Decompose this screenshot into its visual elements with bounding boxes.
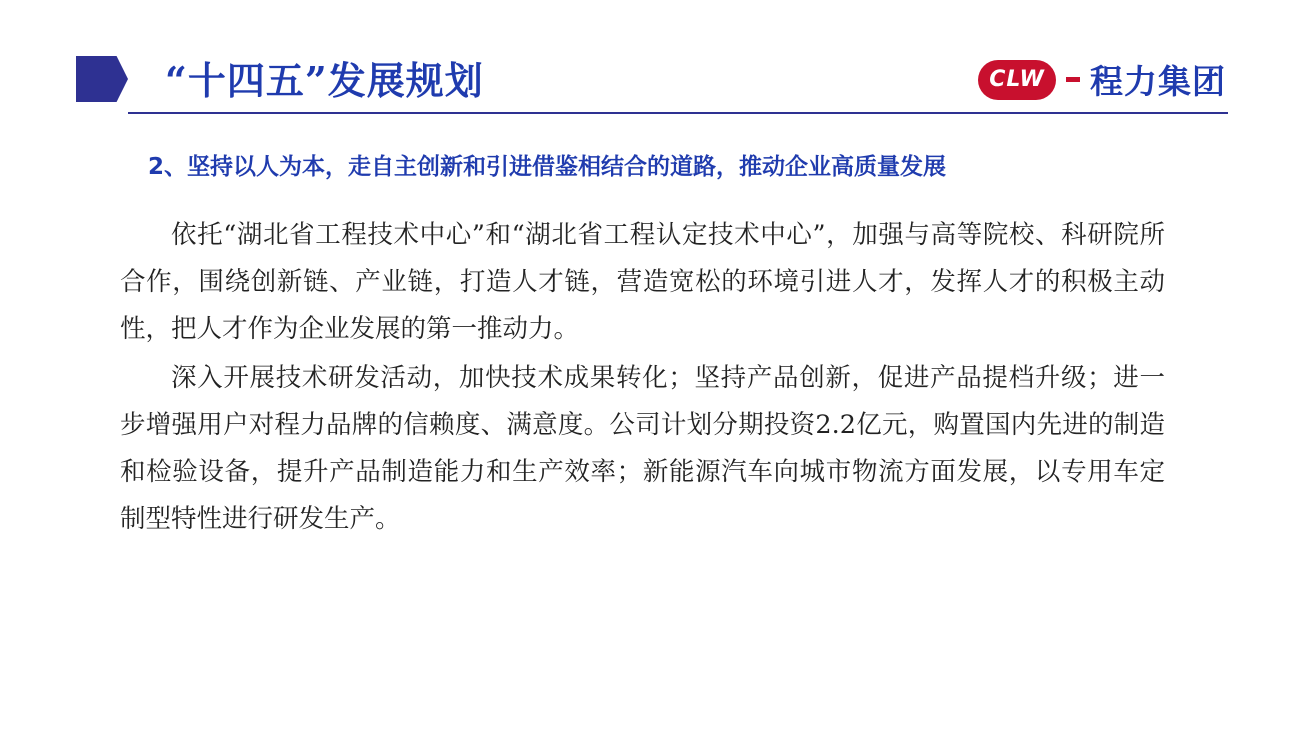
body-paragraph: 深入开展技术研发活动，加快技术成果转化；坚持产品创新，促进产品提档升级；进一步增强用户对程力品牌的信赖度、满意度。公司计划分期投资2.2亿元，购置国内先进的制造和检验设备，提升产品制造能力和生产效率；新能源汽车向城市物流方面发展，以专用车定制型特性进行研发生产。 <box>120 363 1165 534</box>
header-marker-icon <box>76 56 128 102</box>
page-title: “十四五”发展规划 <box>165 58 484 103</box>
logo-badge-text: CLW <box>989 67 1045 92</box>
body-paragraph: 依托“湖北省工程技术中心”和“湖北省工程认定技术中心”，加强与高等院校、科研院所合作，围绕创新链、产业链，打造人才链，营造宽松的环境引进人才，发挥人才的积极主动性，把人才作为企业发展的第一推动力。 <box>120 220 1165 344</box>
logo-dash-icon <box>1066 77 1080 82</box>
header-divider <box>128 112 1228 114</box>
logo-badge-icon <box>978 60 1056 100</box>
slide-content <box>120 212 1165 545</box>
section-subtitle: 2、坚持以人为本，走自主创新和引进借鉴相结合的道路，推动企业高质量发展 <box>148 154 947 180</box>
logo-company-name: 程力集团 <box>1090 62 1226 101</box>
slide-header <box>0 0 1298 118</box>
company-logo <box>978 56 1226 103</box>
